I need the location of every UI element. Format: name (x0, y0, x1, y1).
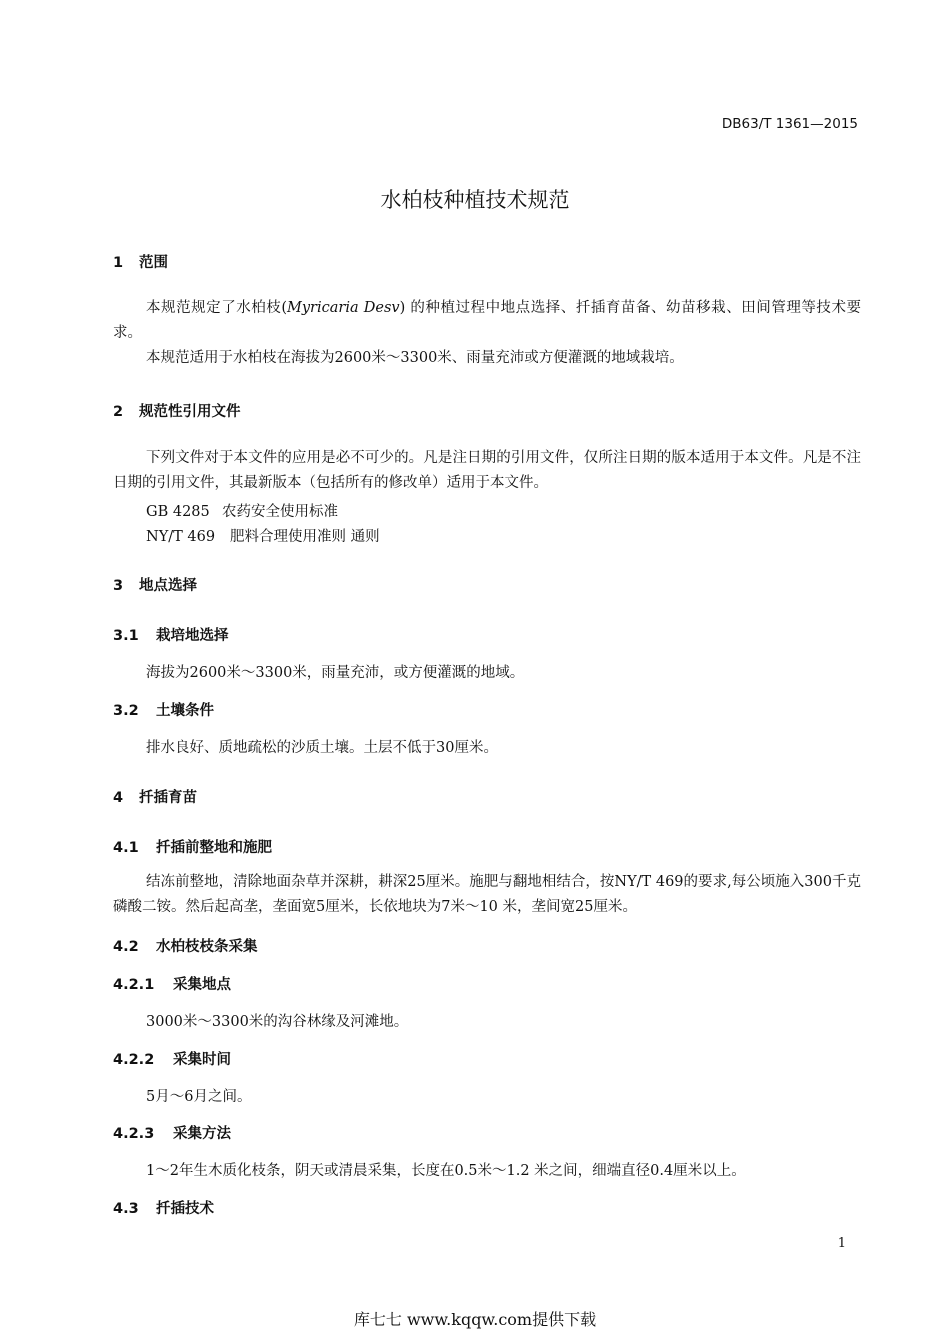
section-4-3-heading (113, 1197, 214, 1218)
section-title: 采集地点 (173, 977, 231, 993)
section-number: 4.3 (113, 1201, 139, 1217)
section-3-1-heading (113, 624, 229, 645)
section-1-paragraph-1 (113, 296, 861, 346)
section-3-heading (113, 574, 197, 595)
standard-code: DB63/T 1361—2015 (721, 116, 858, 132)
section-3-1-text: 海拔为2600米～3300米，雨量充沛，或方便灌溉的地域。 (146, 665, 525, 681)
section-4-heading (113, 786, 197, 807)
section-title: 栽培地选择 (156, 628, 229, 644)
section-title: 土壤条件 (156, 703, 214, 719)
section-3-2-text: 排水良好、质地疏松的沙质土壤。土层不低于30厘米。 (146, 740, 498, 756)
document-title: 水柏枝种植技术规范 (380, 188, 570, 212)
reference-item (146, 500, 338, 521)
section-number: 3 (113, 578, 124, 594)
reference-code: NY/T 469 (146, 529, 216, 545)
section-title: 范围 (139, 255, 168, 271)
section-title: 规范性引用文件 (139, 404, 241, 420)
section-number: 4.2.3 (113, 1126, 155, 1142)
reference-code: GB 4285 (146, 504, 210, 520)
section-number: 3.2 (113, 703, 139, 719)
footer-watermark-text: 库七七 www.kqqw.com提供下载 (353, 1310, 597, 1329)
section-4-2-2-text: 5月～6月之间。 (146, 1089, 252, 1105)
section-title: 扦插技术 (156, 1201, 214, 1217)
section-2-paragraph-1: 下列文件对于本文件的应用是必不可少的。凡是注日期的引用文件，仅所注日期的版本适用于本文件。凡是不注日期的引用文件，其最新版本（包括所有的修改单）适用于本文件。 (113, 450, 861, 491)
section-number: 2 (113, 404, 124, 420)
section-number: 3.1 (113, 628, 139, 644)
section-title: 水柏枝枝条采集 (156, 939, 258, 955)
latin-name: Myricaria Desv (287, 300, 400, 316)
section-number: 4.2 (113, 939, 139, 955)
section-1-heading (113, 251, 168, 272)
section-4-2-1-heading (113, 973, 231, 994)
section-4-2-3-heading (113, 1122, 231, 1143)
section-title: 采集时间 (173, 1052, 231, 1068)
section-1-paragraph-2: 本规范适用于水柏枝在海拔为2600米～3300米、雨量充沛或方便灌溉的地域栽培。 (146, 350, 684, 366)
page-number: 1 (837, 1236, 846, 1251)
reference-name: 农药安全使用标准 (222, 504, 338, 520)
section-number: 1 (113, 255, 124, 271)
section-3-2-heading (113, 699, 214, 720)
section-4-2-2-heading (113, 1048, 231, 1069)
section-number: 4.2.1 (113, 977, 155, 993)
section-4-1-text: 结冻前整地，清除地面杂草并深耕，耕深25厘米。施肥与翻地相结合，按NY/T 469的要求,每公顷施入300千克磷酸二铵。然后起高垄，垄面宽5厘米，长依地块为7米～10 米，垄间宽25厘米。 (113, 874, 861, 915)
text-run: 本规范规定了水柏枝( (146, 300, 288, 316)
section-4-2-heading (113, 935, 258, 956)
section-4-2-1-text: 3000米～3300米的沟谷林缘及河滩地。 (146, 1014, 409, 1030)
reference-name: 肥料合理使用准则 通则 (230, 529, 380, 545)
section-title: 采集方法 (173, 1126, 231, 1142)
section-title: 扦插前整地和施肥 (156, 840, 272, 856)
section-number: 4 (113, 790, 124, 806)
text-run: ) 的种植过程中地点选择、扦插育苗备、幼苗移栽、田间管理等技术要求。 (113, 300, 862, 341)
reference-item (146, 525, 380, 546)
section-number: 4.1 (113, 840, 139, 856)
section-2-heading (113, 400, 241, 421)
section-4-1-heading (113, 836, 272, 857)
section-title: 地点选择 (139, 578, 197, 594)
section-4-2-3-text: 1～2年生木质化枝条，阴天或清晨采集，长度在0.5米～1.2 米之间，细端直径0.4厘米以上。 (146, 1163, 746, 1179)
section-number: 4.2.2 (113, 1052, 155, 1068)
section-title: 扦插育苗 (139, 790, 197, 806)
